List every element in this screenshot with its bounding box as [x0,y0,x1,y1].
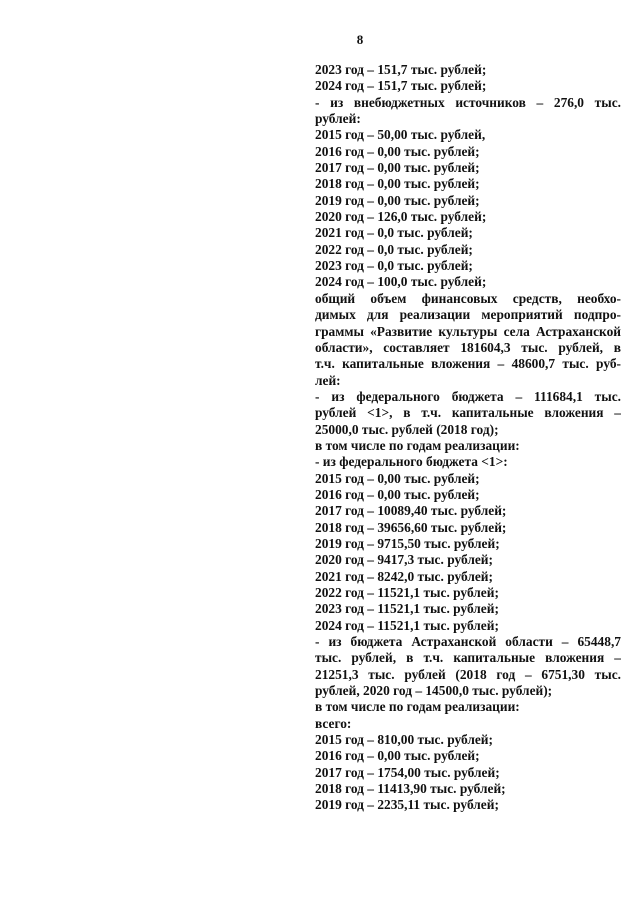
text-line: 2024 год – 100,0 тыс. рублей; [315,274,487,290]
text-column [315,62,621,814]
text-line: 2016 год – 0,00 тыс. рублей; [315,143,480,159]
text-line: 2019 год – 9715,50 тыс. рублей; [315,535,500,551]
text-line: 2018 год – 11413,90 тыс. рублей; [315,781,506,797]
text-line: 2022 год – 11521,1 тыс. рублей; [315,585,499,600]
text-line: 2018 год – 0,00 тыс. рублей; [315,176,480,192]
text-line: 2021 год – 0,0 тыс. рублей; [315,225,473,241]
text-line: 2016 год – 0,00 тыс. рублей; [315,486,480,502]
text-line: тыс. рублей, в т.ч. капитальные вложения – [315,650,621,666]
text-line: 2019 год – 2235,11 тыс. рублей; [315,797,499,813]
text-line: димых для реализации мероприятий подпро- [315,307,621,323]
text-line: 21251,3 тыс. рублей (2018 год – 6751,30 тыс. [315,666,621,682]
text-line: 2017 год – 0,00 тыс. рублей; [315,160,480,176]
text-line: 2020 год – 9417,3 тыс. рублей; [315,552,493,568]
text-line: - из федерального бюджета <1>: [315,454,508,470]
text-line: граммы «Развитие культуры села Астраханской [315,323,621,339]
text-line: 25000,0 тыс. рублей (2018 год); [315,421,499,437]
text-line: 2017 год – 1754,00 тыс. рублей; [315,764,500,780]
text-line: 2023 год – 151,7 тыс. рублей; [315,62,487,77]
text-line: в том числе по годам реализации: [315,437,520,453]
text-line: 2024 год – 11521,1 тыс. рублей; [315,617,499,633]
text-line: 2019 год – 0,00 тыс. рублей; [315,192,480,208]
text-line: 2017 год – 10089,40 тыс. рублей; [315,503,507,519]
text-line: 2023 год – 11521,1 тыс. рублей; [315,601,499,617]
text-line: 2021 год – 8242,0 тыс. рублей; [315,568,493,584]
text-line: рублей: [315,111,361,127]
text-line: 2022 год – 0,0 тыс. рублей; [315,241,473,257]
text-line: 2015 год – 810,00 тыс. рублей; [315,732,493,748]
text-line: всего: [315,715,352,731]
text-line: 2024 год – 151,7 тыс. рублей; [315,78,487,94]
text-line: области», составляет 181604,3 тыс. рублей, в [315,339,621,355]
text-line: лей: [315,372,341,388]
page-number: 8 [356,32,364,47]
text-line: в том числе по годам реализации: [315,699,520,715]
text-line: 2016 год – 0,00 тыс. рублей; [315,748,480,764]
text-line: - из федерального бюджета – 111684,1 тыс. [315,388,621,404]
text-line: 2023 год – 0,0 тыс. рублей; [315,258,473,274]
text-line: общий объем финансовых средств, необхо- [315,290,621,306]
text-line: - из внебюджетных источников – 276,0 тыс. [315,94,621,110]
text-line: 2020 год – 126,0 тыс. рублей; [315,209,487,225]
text-line: т.ч. капитальные вложения – 48600,7 тыс. руб- [315,356,621,372]
text-line: 2015 год – 50,00 тыс. рублей, [315,127,486,143]
text-line: 2018 год – 39656,60 тыс. рублей; [315,519,507,535]
text-line: 2015 год – 0,00 тыс. рублей; [315,470,480,486]
text-line: - из бюджета Астраханской области – 65448,7 [315,634,621,650]
text-line: рублей <1>, в т.ч. капитальные вложения – [315,405,621,421]
text-line: рублей, 2020 год – 14500,0 тыс. рублей); [315,683,553,699]
